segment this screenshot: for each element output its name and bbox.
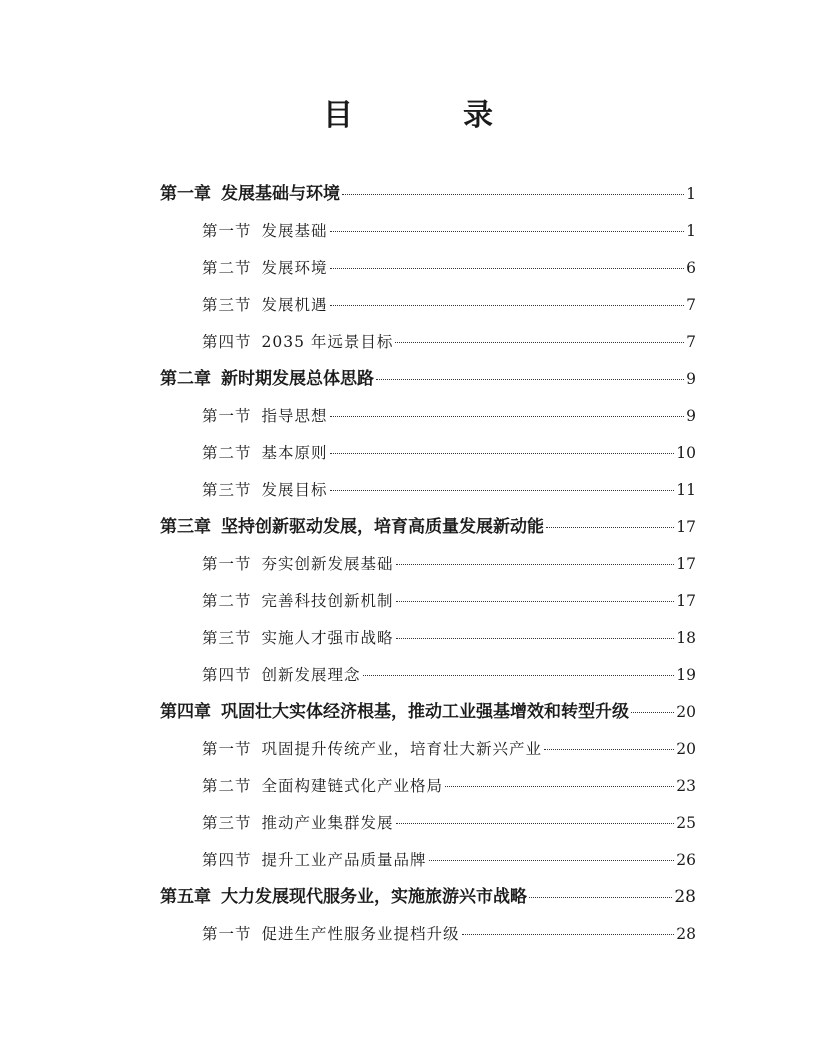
toc-entry-number: 第三节 <box>202 481 252 499</box>
toc-entry-number: 第四节 <box>202 333 252 351</box>
toc-chapter-entry[interactable] <box>160 879 696 916</box>
toc-section-entry[interactable] <box>160 583 696 620</box>
dot-leader <box>546 526 674 528</box>
dot-leader <box>330 304 685 306</box>
toc-entry-number: 第四节 <box>202 851 252 869</box>
toc-section-entry[interactable] <box>160 324 696 361</box>
toc-section-entry[interactable] <box>160 805 696 842</box>
toc-entry-number: 第二章 <box>160 369 211 389</box>
toc-page-number: 20 <box>676 740 696 758</box>
dot-leader <box>363 674 675 676</box>
dot-leader <box>330 489 675 491</box>
toc-entry-label <box>202 657 361 694</box>
toc-entry-label <box>160 509 544 546</box>
toc-page-number: 17 <box>676 555 696 573</box>
toc-entry-title: 实施人才强市战略 <box>261 629 394 647</box>
toc-entry-title: 创新发展理念 <box>261 666 361 684</box>
toc-entry-number: 第三节 <box>202 814 252 832</box>
dot-leader <box>529 896 672 898</box>
toc-entry-title: 基本原则 <box>261 444 328 462</box>
toc-section-entry[interactable] <box>160 546 696 583</box>
toc-section-entry[interactable] <box>160 768 696 805</box>
toc-entry-label <box>160 361 374 398</box>
toc-page-number: 7 <box>686 333 696 351</box>
toc-entry-number: 第二节 <box>202 592 252 610</box>
toc-entry-title: 巩固提升传统产业，培育壮大新兴产业 <box>261 740 543 758</box>
toc-entry-title: 发展环境 <box>261 259 328 277</box>
dot-leader <box>330 452 675 454</box>
toc-chapter-entry[interactable] <box>160 361 696 398</box>
dot-leader <box>462 933 675 935</box>
toc-entry-title: 2035 年远景目标 <box>261 333 394 351</box>
toc-entry-label <box>202 398 328 435</box>
dot-leader <box>396 822 675 824</box>
toc-entry-number: 第一节 <box>202 740 252 758</box>
toc-entry-title: 发展基础 <box>261 222 328 240</box>
toc-section-entry[interactable] <box>160 842 696 879</box>
toc-entry-number: 第二节 <box>202 444 252 462</box>
toc-entry-number: 第三章 <box>160 517 211 537</box>
toc-chapter-entry[interactable] <box>160 509 696 546</box>
toc-section-entry[interactable] <box>160 472 696 509</box>
toc-entry-title: 促进生产性服务业提档升级 <box>261 925 460 943</box>
toc-section-entry[interactable] <box>160 620 696 657</box>
toc-entry-number: 第一章 <box>160 184 211 204</box>
toc-entry-number: 第一节 <box>202 407 252 425</box>
toc-entry-label <box>202 546 394 583</box>
toc-page-number: 10 <box>676 444 696 462</box>
toc-page-number: 6 <box>686 259 696 277</box>
toc-page-number: 9 <box>686 370 696 388</box>
toc-entry-label <box>160 879 527 916</box>
dot-leader <box>396 600 675 602</box>
toc-entry-title: 指导思想 <box>261 407 328 425</box>
toc-entry-label <box>202 213 328 250</box>
toc-entry-label <box>160 694 629 731</box>
toc-entry-title: 提升工业产品质量品牌 <box>261 851 427 869</box>
toc-page-number: 25 <box>676 814 696 832</box>
dot-leader <box>429 859 675 861</box>
dot-leader <box>330 267 685 269</box>
toc-entry-number: 第一节 <box>202 555 252 573</box>
toc-page-number: 18 <box>676 629 696 647</box>
toc-entry-number: 第三节 <box>202 296 252 314</box>
dot-leader <box>395 341 684 343</box>
toc-entry-number: 第二节 <box>202 777 252 795</box>
toc-entry-number: 第五章 <box>160 887 211 907</box>
dot-leader <box>445 785 674 787</box>
toc-section-entry[interactable] <box>160 398 696 435</box>
toc-entry-label <box>202 916 460 953</box>
dot-leader <box>396 563 675 565</box>
toc-entry-number: 第二节 <box>202 259 252 277</box>
toc-page-number: 20 <box>676 703 696 721</box>
toc-entry-title: 大力发展现代服务业，实施旅游兴市战略 <box>221 887 527 907</box>
dot-leader <box>396 637 675 639</box>
toc-entry-number: 第四节 <box>202 666 252 684</box>
toc-entry-label <box>202 768 443 805</box>
toc-page-number: 26 <box>676 851 696 869</box>
toc-page-number: 17 <box>676 518 696 536</box>
toc-entry-title: 发展机遇 <box>261 296 328 314</box>
toc-entry-number: 第一节 <box>202 925 252 943</box>
toc-page-number: 28 <box>676 925 696 943</box>
dot-leader <box>544 748 674 750</box>
toc-entry-title: 坚持创新驱动发展，培育高质量发展新动能 <box>221 517 544 537</box>
toc-entry-title: 发展基础与环境 <box>221 184 340 204</box>
dot-leader <box>342 193 684 195</box>
dot-leader <box>631 711 674 713</box>
toc-entry-label <box>202 805 394 842</box>
toc-section-entry[interactable] <box>160 657 696 694</box>
toc-entry-label <box>202 842 427 879</box>
toc-page-number: 17 <box>676 592 696 610</box>
toc-chapter-entry[interactable] <box>160 176 696 213</box>
toc-entry-label <box>202 250 328 287</box>
dot-leader <box>330 230 685 232</box>
toc-entry-number: 第三节 <box>202 629 252 647</box>
toc-page-number: 28 <box>674 887 696 907</box>
toc-section-entry[interactable] <box>160 213 696 250</box>
toc-entry-title: 发展目标 <box>261 481 328 499</box>
toc-section-entry[interactable] <box>160 731 696 768</box>
toc-entry-number: 第四章 <box>160 702 211 722</box>
toc-entry-title: 新时期发展总体思路 <box>221 369 374 389</box>
toc-entry-label <box>202 583 394 620</box>
toc-entry-label <box>202 435 328 472</box>
toc-entry-label <box>202 472 328 509</box>
toc-chapter-entry[interactable] <box>160 694 696 731</box>
toc-page-number: 23 <box>676 777 696 795</box>
toc-entry-label <box>202 620 394 657</box>
toc-entry-label <box>202 287 328 324</box>
toc-entry-title: 完善科技创新机制 <box>261 592 394 610</box>
toc-entry-title: 夯实创新发展基础 <box>261 555 394 573</box>
toc-page-number: 9 <box>686 407 696 425</box>
toc-section-entry[interactable] <box>160 916 696 953</box>
toc-entry-number: 第一节 <box>202 222 252 240</box>
toc-entry-title: 全面构建链式化产业格局 <box>261 777 444 795</box>
toc-page-number: 1 <box>686 222 696 240</box>
toc-entry-label <box>202 324 393 361</box>
toc-section-entry[interactable] <box>160 287 696 324</box>
dot-leader <box>330 415 685 417</box>
table-of-contents <box>160 176 696 953</box>
toc-section-entry[interactable] <box>160 250 696 287</box>
toc-page-number: 19 <box>676 666 696 684</box>
toc-entry-label <box>202 731 542 768</box>
dot-leader <box>376 378 684 380</box>
toc-entry-title: 巩固壮大实体经济根基，推动工业强基增效和转型升级 <box>221 702 629 722</box>
toc-entry-title: 推动产业集群发展 <box>261 814 394 832</box>
toc-page-number: 7 <box>686 296 696 314</box>
toc-page-number: 11 <box>676 481 696 499</box>
page-title: 目 录 <box>323 98 533 133</box>
toc-section-entry[interactable] <box>160 435 696 472</box>
toc-entry-label <box>160 176 340 213</box>
toc-page-number: 1 <box>686 185 696 203</box>
